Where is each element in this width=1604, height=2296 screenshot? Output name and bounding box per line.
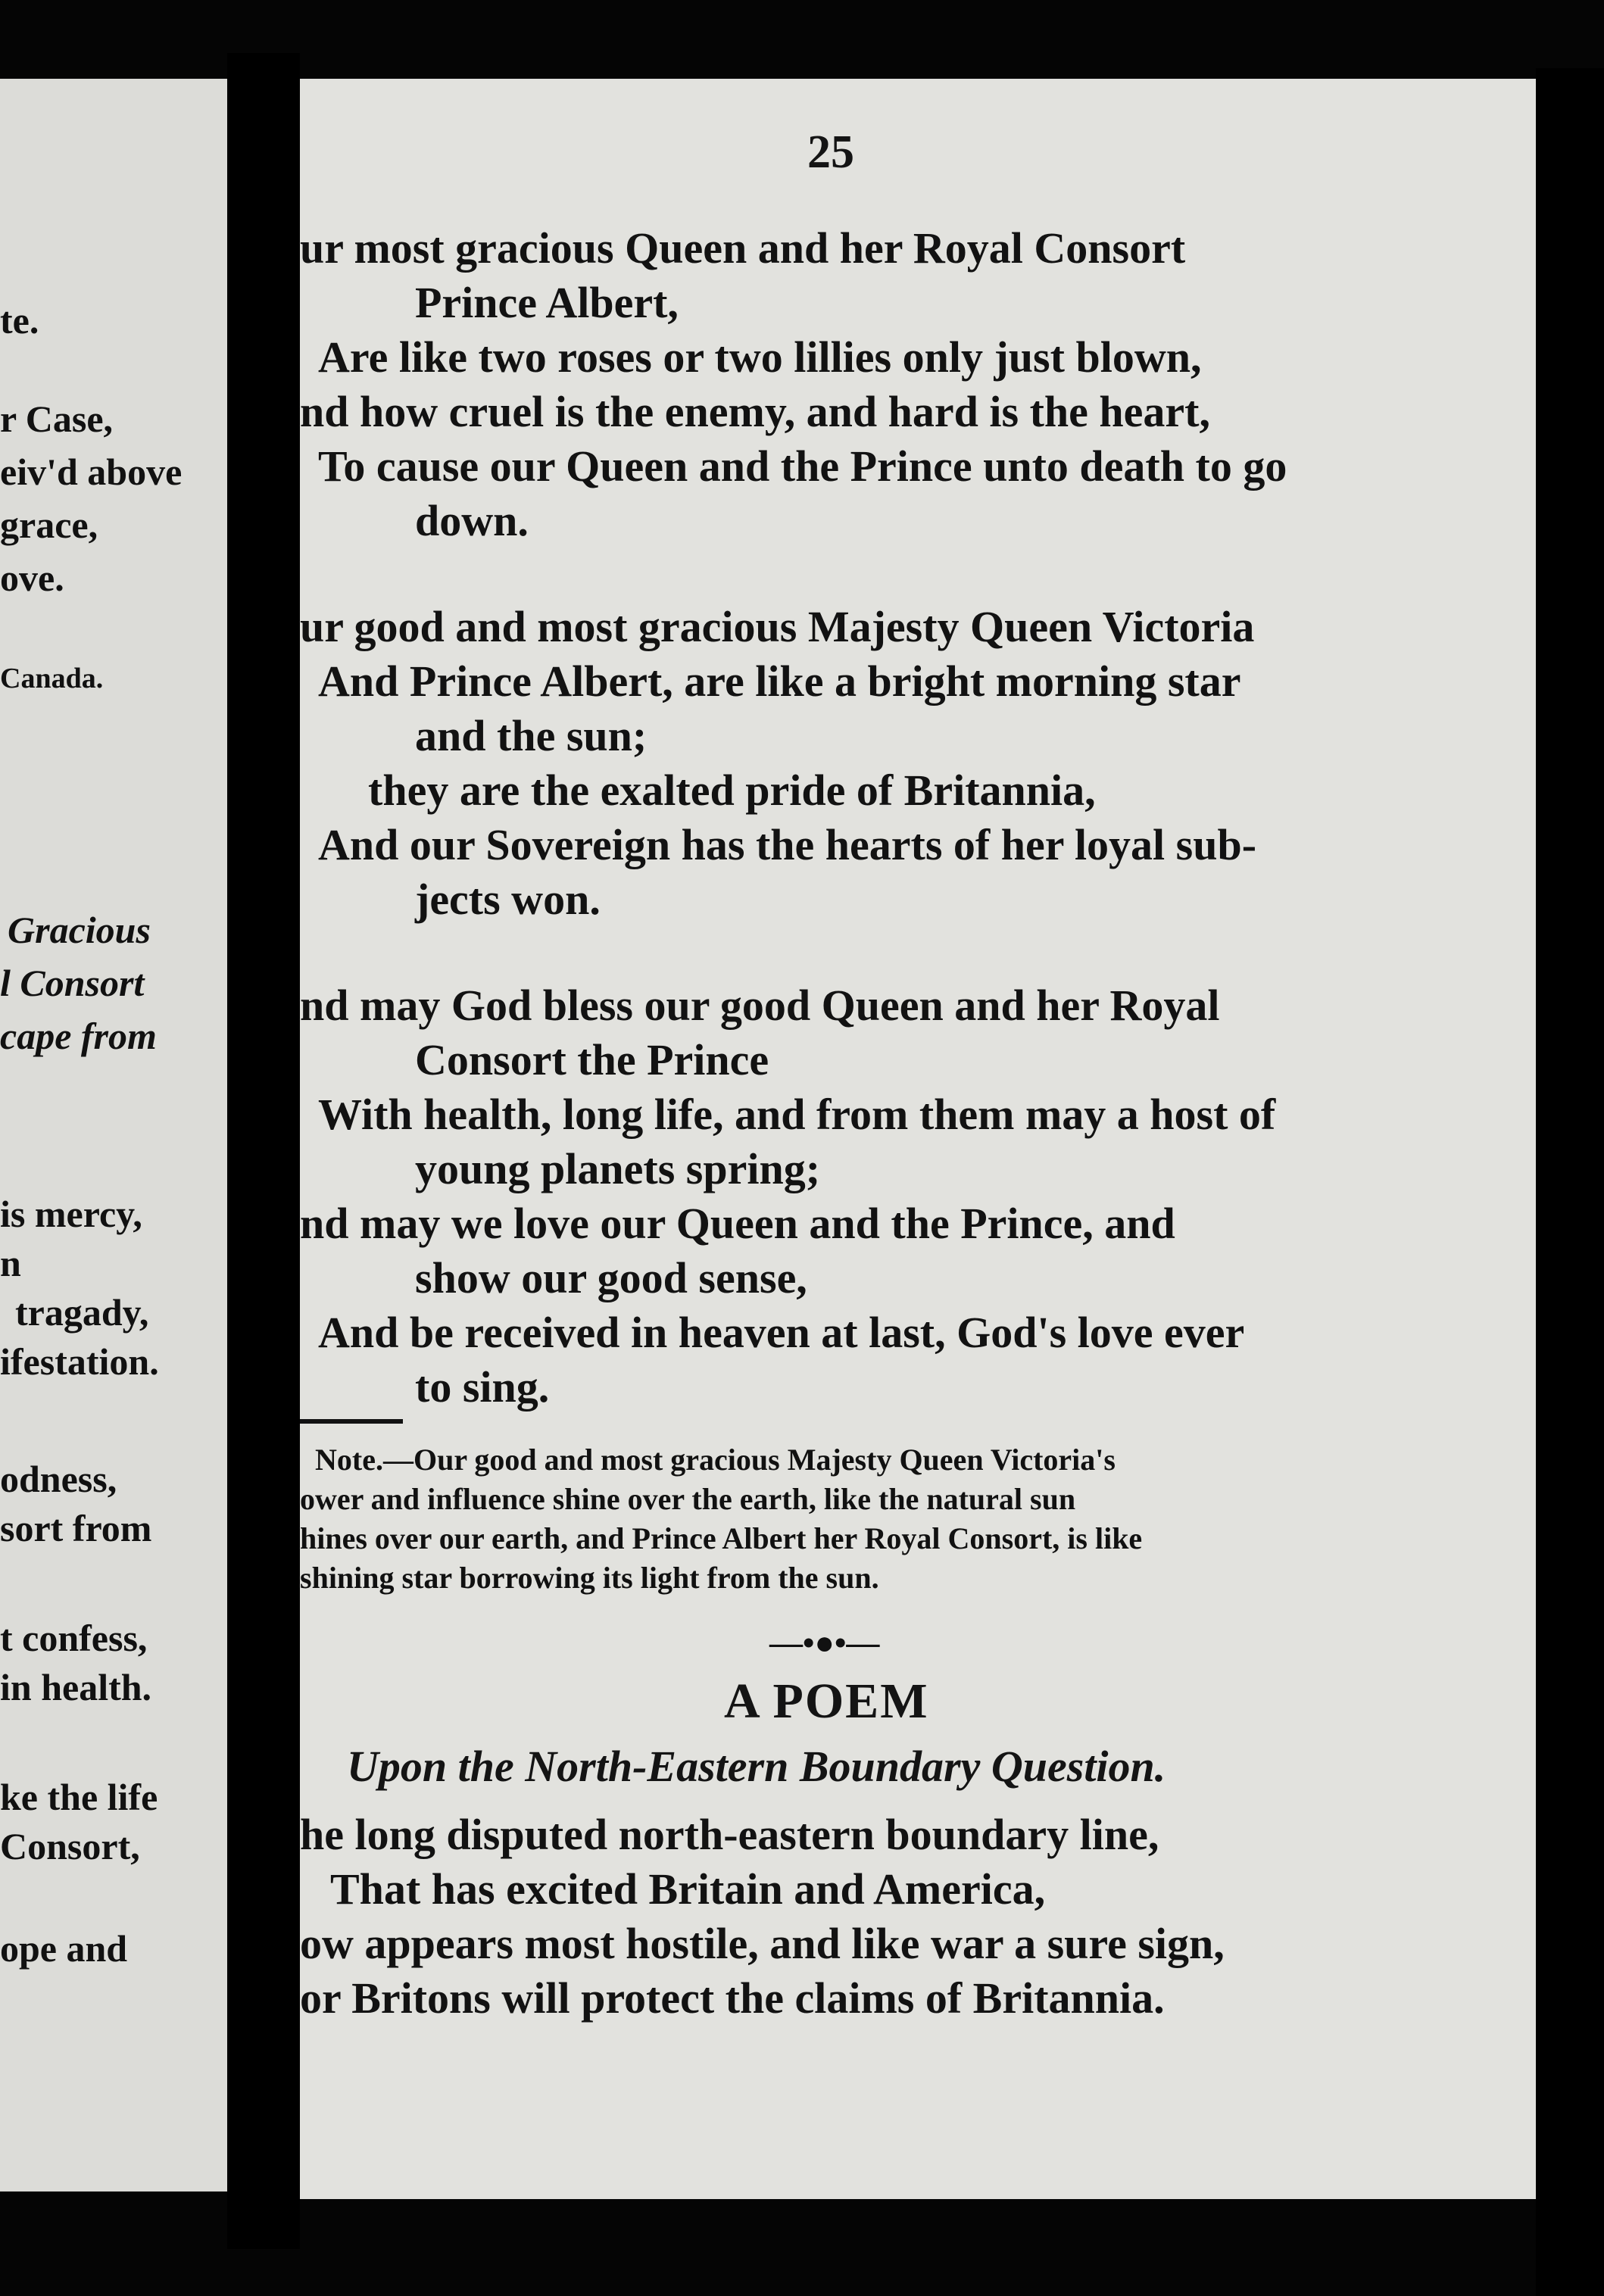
poem-subtitle: Upon the North-Eastern Boundary Question. (347, 1742, 1166, 1791)
verse-line: And be received in heaven at last, God's love ever (318, 1308, 1245, 1357)
verse-line: nd how cruel is the enemy, and hard is the heart, (300, 387, 1210, 436)
note-rule (300, 1419, 403, 1424)
ornament-divider: —•●•— (769, 1624, 880, 1661)
facing-page-fragment (0, 79, 227, 2191)
fragment-line: ke the life (0, 1776, 158, 1818)
verse-line: or Britons will protect the claims of Britannia. (300, 1973, 1165, 2023)
verse-line: ur good and most gracious Majesty Queen Victoria (300, 602, 1255, 651)
page-number: 25 (807, 126, 854, 178)
verse-line: Are like two roses or two lillies only just blown, (318, 332, 1202, 382)
verse-line: And our Sovereign has the hearts of her loyal sub- (318, 820, 1257, 869)
fragment-line: eiv'd above (0, 451, 183, 493)
verse-line: they are the exalted pride of Britannia, (368, 766, 1096, 815)
scan-border (1536, 68, 1604, 2296)
fragment-line: n (0, 1242, 21, 1284)
verse-line: show our good sense, (415, 1253, 807, 1302)
verse-line: nd may God bless our good Queen and her Royal (300, 981, 1220, 1030)
main-page (300, 79, 1536, 2199)
verse-line: ow appears most hostile, and like war a sure sign, (300, 1919, 1225, 1968)
fragment-line: t confess, (0, 1617, 148, 1659)
verse-line: down. (415, 496, 529, 545)
fragment-line: te. (0, 299, 39, 342)
fragment-line: tragady, (15, 1291, 149, 1334)
fragment-line: ifestation. (0, 1340, 159, 1383)
fragment-line: ove. (0, 557, 64, 599)
verse-line: ur most gracious Queen and her Royal Consort (300, 223, 1186, 273)
fragment-line: Gracious (8, 909, 151, 951)
verse-line: jects won. (415, 875, 601, 924)
verse-line: That has excited Britain and America, (330, 1864, 1046, 1914)
book-gutter (227, 53, 300, 2249)
verse-line: And Prince Albert, are like a bright morning star (318, 657, 1241, 706)
verse-line: Consort the Prince (415, 1035, 769, 1084)
verse-line: young planets spring; (415, 1144, 821, 1193)
fragment-line: l Consort (0, 962, 145, 1004)
verse-line: to sing. (415, 1362, 550, 1412)
verse-line: Prince Albert, (415, 278, 679, 327)
verse-line: nd may we love our Queen and the Prince, and (300, 1199, 1175, 1248)
verse-line: he long disputed north-eastern boundary line, (300, 1810, 1159, 1859)
verse-line: To cause our Queen and the Prince unto death to go (318, 441, 1287, 491)
fragment-line: in health. (0, 1666, 152, 1708)
note-line: Note.—Our good and most gracious Majesty Queen Victoria's (315, 1443, 1116, 1477)
note-line: shining star borrowing its light from the sun. (300, 1561, 879, 1595)
note-line: hines over our earth, and Prince Albert her Royal Consort, is like (300, 1521, 1143, 1555)
verse-line: and the sun; (415, 711, 648, 760)
fragment-line: is mercy, (0, 1193, 142, 1235)
fragment-line: odness, (0, 1458, 117, 1500)
fragment-line: Canada. (0, 663, 104, 694)
note-line: ower and influence shine over the earth, like the natural sun (300, 1482, 1076, 1516)
fragment-line: Consort, (0, 1825, 140, 1867)
fragment-line: grace, (0, 504, 98, 546)
fragment-line: sort from (0, 1507, 152, 1549)
fragment-line: r Case, (0, 398, 114, 440)
verse-line: With health, long life, and from them may a host of (318, 1090, 1276, 1139)
fragment-line: cape from (0, 1015, 157, 1057)
poem-title: A POEM (724, 1674, 929, 1729)
fragment-line: ope and (0, 1927, 128, 1970)
